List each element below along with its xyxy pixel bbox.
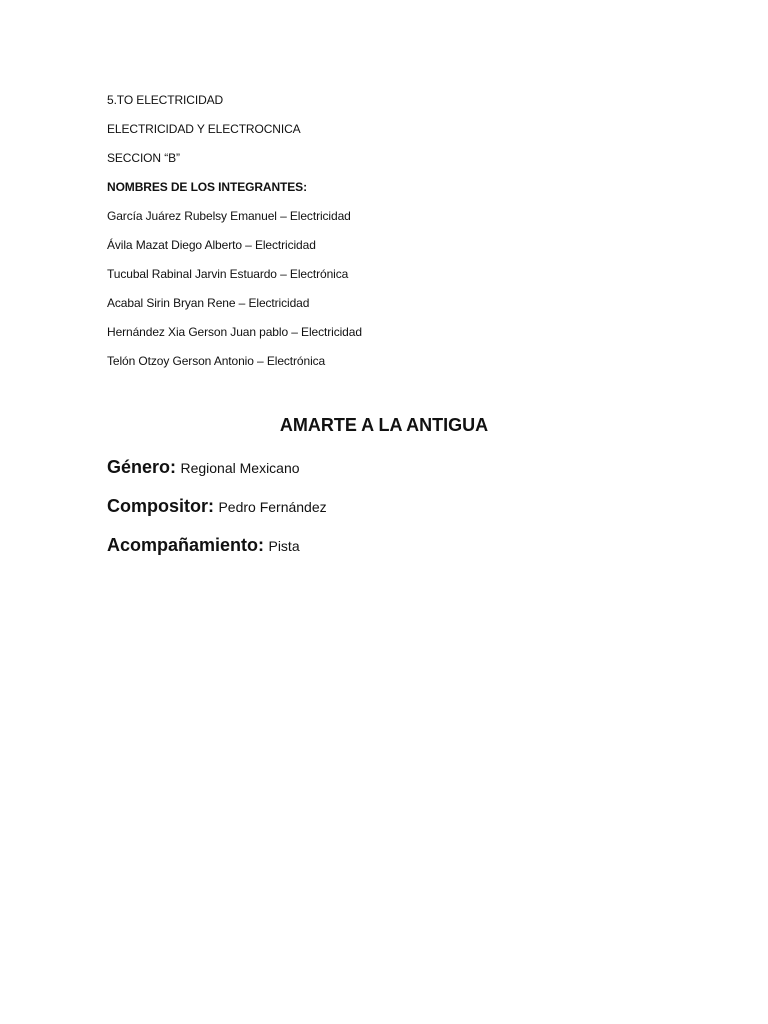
genre-label: Género: xyxy=(107,457,177,477)
member-item: Hernández Xia Gerson Juan pablo – Electricidad xyxy=(107,325,362,339)
genre-row xyxy=(107,453,707,481)
accompaniment-row xyxy=(107,531,707,559)
grade-line: 5.TO ELECTRICIDAD xyxy=(107,93,224,107)
genre-value: Regional Mexicano xyxy=(180,460,300,476)
member-item: Ávila Mazat Diego Alberto – Electricidad xyxy=(107,238,316,252)
member-item: Tucubal Rabinal Jarvin Estuardo – Electrónica xyxy=(107,267,349,281)
composer-label: Compositor: xyxy=(107,496,214,516)
composer-value: Pedro Fernández xyxy=(218,499,327,515)
composer-row xyxy=(107,492,707,520)
course-line: ELECTRICIDAD Y ELECTROCNICA xyxy=(107,122,301,136)
accompaniment-label: Acompañamiento: xyxy=(107,535,265,555)
accompaniment-value: Pista xyxy=(268,538,300,554)
section-line: SECCION “B” xyxy=(107,151,180,165)
member-item: García Juárez Rubelsy Emanuel – Electricidad xyxy=(107,209,351,223)
header-block xyxy=(107,91,707,381)
member-item: Acabal Sirin Bryan Rene – Electricidad xyxy=(107,296,310,310)
song-details xyxy=(107,453,707,570)
member-item: Telón Otzoy Gerson Antonio – Electrónica xyxy=(107,354,326,368)
song-title: AMARTE A LA ANTIGUA xyxy=(279,415,489,435)
members-heading: NOMBRES DE LOS INTEGRANTES: xyxy=(107,180,307,194)
